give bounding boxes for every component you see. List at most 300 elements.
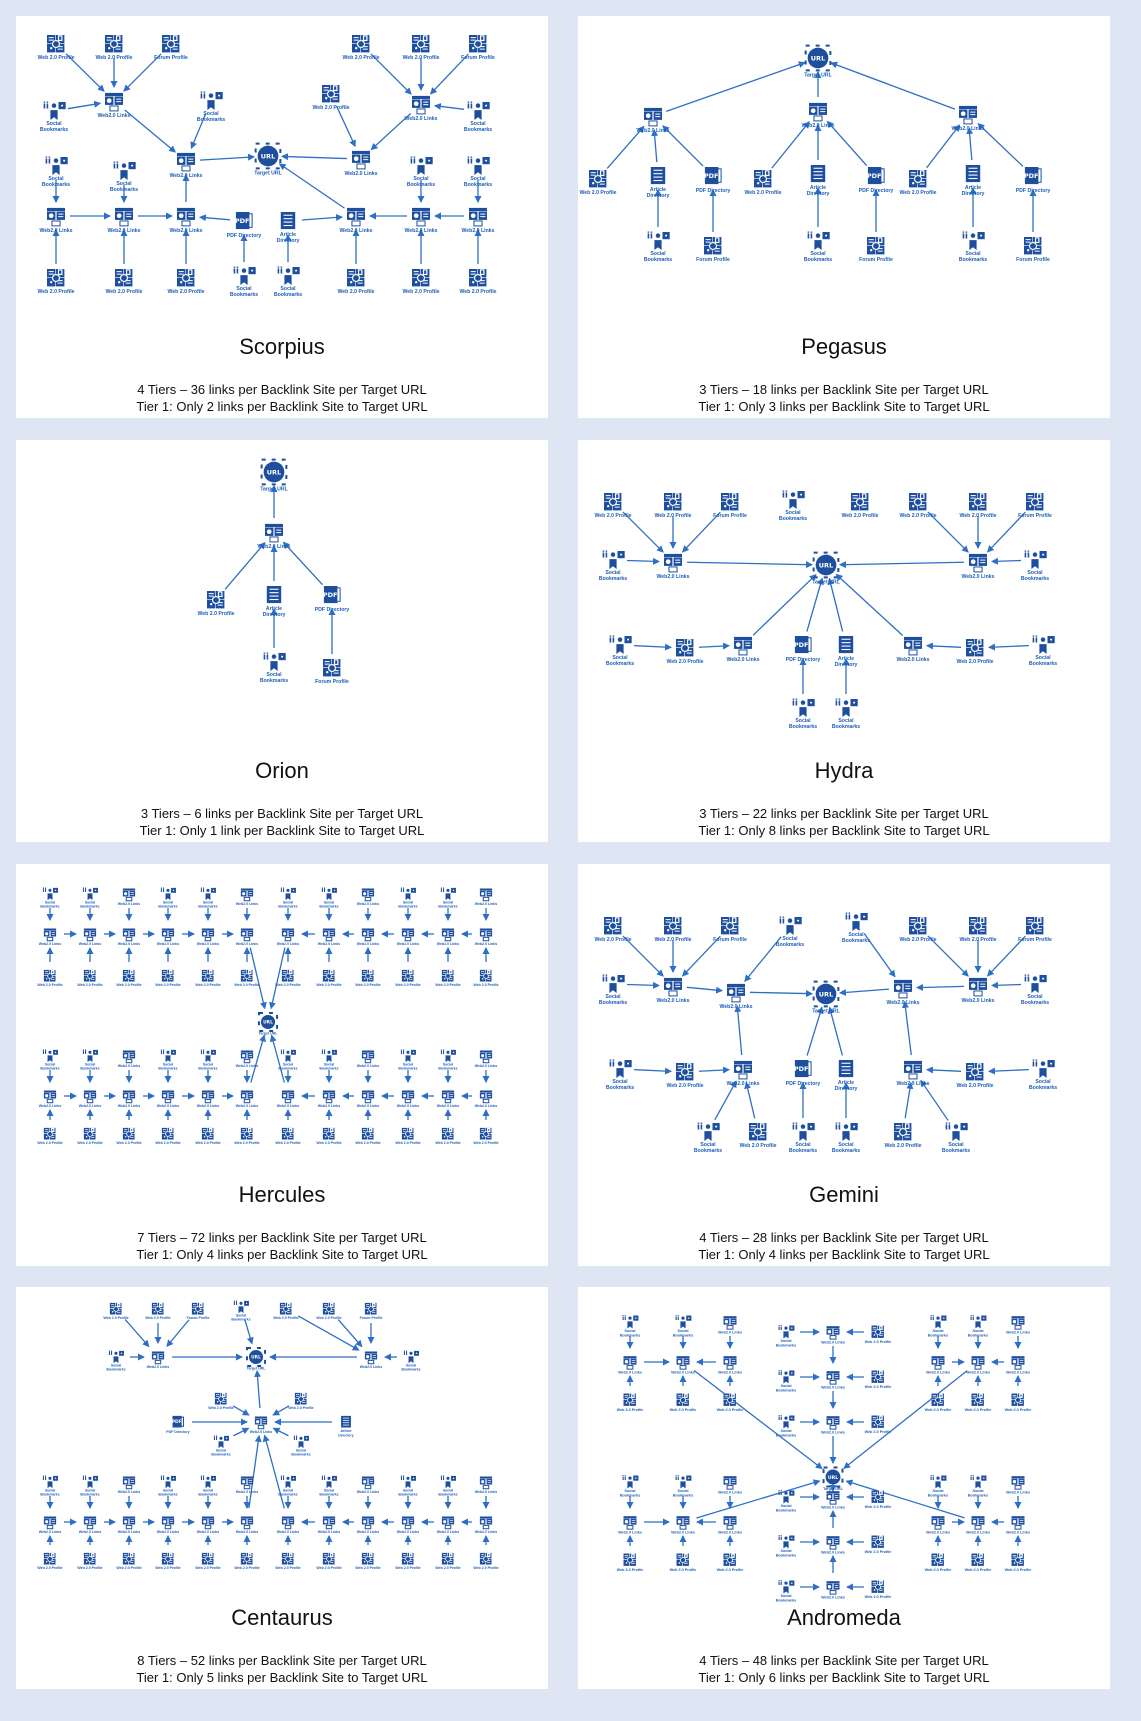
tiers-summary: 4 Tiers – 48 links per Backlink Site per Target URL — [699, 1653, 989, 1668]
web20-links-node — [1006, 1316, 1030, 1334]
web20-profile-node — [103, 1303, 128, 1320]
pattern-card-hydra — [578, 440, 1110, 842]
svg-text:ii: ii — [466, 156, 473, 167]
web20-links-node — [157, 1090, 179, 1107]
svg-text:Web 2.0 Profile: Web 2.0 Profile — [355, 1141, 381, 1146]
svg-text:Web 2.0 Profile: Web 2.0 Profile — [899, 513, 937, 519]
tiers-summary: 4 Tiers – 36 links per Backlink Site per Target URL — [137, 382, 427, 397]
svg-text:Social: Social — [162, 900, 174, 905]
svg-text:ii: ii — [42, 1049, 47, 1057]
svg-text:Web2.0 Links: Web2.0 Links — [356, 1063, 380, 1068]
svg-text:Social: Social — [266, 672, 282, 678]
svg-text:Web2.0 Links: Web2.0 Links — [926, 1530, 950, 1535]
web20-profile-node — [435, 1553, 460, 1570]
svg-text:Web 2.0 Profile: Web 2.0 Profile — [155, 1141, 181, 1146]
web20-profile-node — [670, 1554, 697, 1572]
web20-profile-node — [473, 970, 498, 987]
svg-text:Web 2.0 Profile: Web 2.0 Profile — [402, 55, 440, 61]
article-directory-node — [962, 165, 985, 197]
svg-text:ii: ii — [777, 1489, 783, 1498]
link-arrow — [234, 1428, 249, 1435]
pdf-directory-node — [786, 1060, 821, 1087]
svg-text:Bookmarks: Bookmarks — [941, 1148, 971, 1154]
svg-text:ii: ii — [1031, 635, 1038, 646]
svg-text:Web 2.0 Profile: Web 2.0 Profile — [155, 983, 181, 988]
link-arrow — [699, 646, 729, 648]
link-arrow — [836, 574, 902, 635]
web20-links-node — [357, 1516, 379, 1533]
pattern-title: Pegasus — [801, 334, 887, 359]
link-arrow — [200, 157, 254, 160]
svg-text:Web 2.0 Profile: Web 2.0 Profile — [77, 1141, 103, 1146]
svg-text:URL: URL — [263, 1020, 273, 1026]
social-bookmarks-node — [40, 101, 68, 133]
svg-text:Social: Social — [677, 1489, 689, 1494]
svg-text:Web 2.0 Profile: Web 2.0 Profile — [288, 1406, 314, 1411]
svg-text:Web2.0 Links: Web2.0 Links — [38, 1529, 62, 1534]
svg-text:Web2.0 Links: Web2.0 Links — [235, 1103, 259, 1108]
svg-text:Web2.0 Links: Web2.0 Links — [344, 171, 378, 177]
svg-text:ii: ii — [929, 1474, 935, 1483]
web20-links-node — [961, 978, 994, 1004]
svg-text:Web 2.0 Profile: Web 2.0 Profile — [473, 1566, 499, 1571]
pattern-title: Gemini — [809, 1182, 879, 1207]
svg-text:Web2.0 Links: Web2.0 Links — [107, 228, 141, 234]
svg-text:Bookmarks: Bookmarks — [229, 292, 259, 298]
social-bookmarks-node — [673, 1314, 693, 1337]
web20-links-node — [357, 888, 379, 905]
social-bookmarks-node — [398, 1475, 417, 1496]
web20-profile-node — [435, 970, 460, 987]
web20-profile-node — [288, 1393, 313, 1410]
svg-text:Social: Social — [162, 1062, 174, 1067]
web20-links-node — [671, 1516, 695, 1534]
svg-text:ii: ii — [929, 1314, 935, 1323]
svg-text:Web 2.0 Profile: Web 2.0 Profile — [964, 1407, 992, 1412]
svg-text:Bookmarks: Bookmarks — [198, 1066, 218, 1071]
web20-links-node — [236, 1050, 258, 1067]
social-bookmarks-node — [401, 1350, 420, 1371]
forum-profile-node — [713, 917, 747, 943]
web20-links-node — [1006, 1476, 1030, 1494]
social-bookmarks-node — [832, 698, 860, 730]
svg-text:URL: URL — [260, 152, 276, 161]
svg-text:ii: ii — [280, 887, 285, 895]
svg-text:Social: Social — [202, 1062, 214, 1067]
web20-profile-node — [841, 493, 878, 519]
svg-text:ii: ii — [280, 1049, 285, 1057]
tiers-summary: 7 Tiers – 72 links per Backlink Site per Target URL — [137, 1230, 427, 1245]
web20-profile-node — [234, 1553, 259, 1570]
web20-links-node — [618, 1356, 642, 1374]
svg-text:ii: ii — [293, 1435, 298, 1443]
link-arrow — [807, 1007, 822, 1055]
svg-text:Bookmarks: Bookmarks — [605, 1085, 635, 1091]
svg-text:ii: ii — [806, 231, 813, 242]
social-bookmarks-node — [789, 1122, 817, 1154]
svg-text:Web 2.0 Profile: Web 2.0 Profile — [402, 289, 440, 295]
web20-profile-node — [956, 639, 993, 665]
web20-profile-node — [355, 1128, 380, 1145]
web20-profile-node — [316, 970, 341, 987]
web20-links-node — [896, 637, 929, 663]
svg-text:Web 2.0 Profile: Web 2.0 Profile — [77, 1566, 103, 1571]
svg-text:Bookmarks: Bookmarks — [775, 1433, 797, 1438]
svg-text:Bookmarks: Bookmarks — [1028, 1085, 1058, 1091]
web20-profile-node — [116, 970, 141, 987]
svg-text:Web 2.0 Profile: Web 2.0 Profile — [103, 1316, 129, 1321]
svg-text:Web 2.0 Profile: Web 2.0 Profile — [666, 659, 704, 665]
svg-text:Directory: Directory — [806, 191, 830, 197]
svg-text:Web2.0 Links: Web2.0 Links — [821, 1430, 845, 1435]
web20-links-node — [357, 1050, 379, 1067]
svg-text:URL: URL — [818, 990, 834, 999]
svg-text:PDF Directory: PDF Directory — [858, 188, 894, 194]
svg-text:ii: ii — [844, 912, 851, 923]
svg-text:Bookmarks: Bookmarks — [927, 1333, 949, 1338]
svg-text:ii: ii — [321, 1475, 326, 1483]
svg-text:Bookmarks: Bookmarks — [788, 1148, 818, 1154]
link-arrow — [257, 1371, 260, 1408]
pattern-card-andromeda — [578, 1287, 1110, 1689]
web20-profile-node — [402, 269, 439, 295]
web20-profile-node — [744, 170, 781, 196]
link-arrow — [125, 110, 175, 152]
social-bookmarks-node — [260, 652, 288, 684]
web20-links-node — [718, 1516, 742, 1534]
social-bookmarks-node — [968, 1314, 988, 1337]
svg-text:Article: Article — [837, 1080, 855, 1086]
link-arrow — [905, 1002, 912, 1055]
svg-text:Web2.0 Links: Web2.0 Links — [436, 1529, 460, 1534]
svg-text:Bookmarks: Bookmarks — [41, 182, 71, 188]
svg-text:Article: Article — [809, 185, 827, 191]
link-arrow — [249, 1436, 259, 1508]
web20-links-node — [197, 1516, 219, 1533]
svg-text:PDF Directory: PDF Directory — [695, 188, 731, 194]
svg-text:Web 2.0 Profile: Web 2.0 Profile — [105, 289, 143, 295]
svg-text:Web 2.0 Profile: Web 2.0 Profile — [395, 1566, 421, 1571]
svg-text:Web 2.0 Profile: Web 2.0 Profile — [275, 983, 301, 988]
pattern-title: Andromeda — [787, 1605, 901, 1630]
svg-text:Web 2.0 Profile: Web 2.0 Profile — [616, 1407, 644, 1412]
svg-text:Web 2.0 Profile: Web 2.0 Profile — [195, 983, 221, 988]
svg-text:Bookmarks: Bookmarks — [958, 257, 988, 263]
svg-text:Social: Social — [677, 1329, 689, 1334]
svg-text:URL: URL — [827, 1475, 839, 1481]
svg-text:Web 2.0 Profile: Web 2.0 Profile — [716, 1407, 744, 1412]
svg-text:ii: ii — [961, 231, 968, 242]
svg-text:Web2.0 Links: Web2.0 Links — [474, 1103, 498, 1108]
svg-text:ii: ii — [400, 887, 405, 895]
web20-links-node — [318, 928, 340, 945]
web20-profile-node — [579, 170, 616, 196]
svg-text:Target URL: Target URL — [804, 72, 832, 79]
web20-links-node — [475, 1516, 497, 1533]
svg-text:ii: ii — [82, 1475, 87, 1483]
svg-text:Bookmarks: Bookmarks — [775, 1388, 797, 1393]
web20-links-node — [79, 1516, 101, 1533]
web20-profile-node — [654, 917, 691, 943]
svg-text:Social: Social — [405, 1363, 417, 1368]
link-arrow — [666, 63, 805, 112]
svg-text:Social: Social — [1027, 570, 1043, 576]
social-bookmarks-node — [928, 1474, 948, 1497]
svg-text:Bookmarks: Bookmarks — [775, 1598, 797, 1603]
svg-text:Web2.0 Links: Web2.0 Links — [396, 1529, 420, 1534]
web20-links-node — [726, 637, 759, 663]
pattern-title: Hydra — [814, 758, 874, 783]
svg-text:Article: Article — [964, 185, 982, 191]
svg-text:Web 2.0 Profile: Web 2.0 Profile — [739, 1143, 777, 1149]
svg-text:PDF: PDF — [234, 216, 250, 225]
web20-profile-node — [316, 1553, 341, 1570]
svg-text:Web2.0 Links: Web2.0 Links — [821, 1595, 845, 1600]
svg-text:Target URL: Target URL — [823, 1487, 843, 1492]
svg-text:Social: Social — [1035, 655, 1051, 661]
link-arrow — [125, 1320, 149, 1347]
social-bookmarks-node — [106, 1350, 125, 1371]
svg-text:Forum Profile: Forum Profile — [154, 55, 188, 61]
svg-text:Forum Profile: Forum Profile — [859, 257, 893, 263]
svg-text:Web 2.0 Profile: Web 2.0 Profile — [37, 1141, 63, 1146]
article-directory-node — [647, 167, 670, 199]
web20-profile-node — [197, 591, 234, 617]
svg-text:PDF: PDF — [703, 171, 719, 180]
social-bookmarks-node — [928, 1314, 948, 1337]
link-arrow — [917, 986, 964, 987]
svg-text:Web2.0 Links: Web2.0 Links — [97, 113, 131, 119]
web20-links-node — [277, 1516, 299, 1533]
web20-profile-node — [435, 1128, 460, 1145]
svg-text:Web 2.0 Profile: Web 2.0 Profile — [864, 1384, 892, 1389]
svg-text:Web2.0 Links: Web2.0 Links — [356, 941, 380, 946]
social-bookmarks-node — [832, 1122, 860, 1154]
social-bookmarks-node — [278, 1049, 297, 1070]
svg-text:Web 2.0 Profile: Web 2.0 Profile — [924, 1407, 952, 1412]
social-bookmarks-node — [278, 1475, 297, 1496]
svg-text:Web 2.0 Profile: Web 2.0 Profile — [316, 1141, 342, 1146]
pattern-title: Centaurus — [231, 1605, 333, 1630]
svg-text:Forum Profile: Forum Profile — [1016, 257, 1050, 263]
svg-text:ii: ii — [777, 1324, 783, 1333]
web20-profile-node — [155, 1128, 180, 1145]
svg-text:Web2.0 Links: Web2.0 Links — [636, 128, 670, 134]
social-bookmarks-node — [80, 1049, 99, 1070]
svg-text:Bookmarks: Bookmarks — [775, 942, 805, 948]
svg-text:Web2.0 Links: Web2.0 Links — [886, 1000, 920, 1006]
link-arrow — [68, 103, 100, 108]
web20-links-node — [397, 1090, 419, 1107]
target-url-node — [812, 982, 840, 1015]
svg-text:Web2.0 Links: Web2.0 Links — [38, 1103, 62, 1108]
svg-text:Web2.0 Links: Web2.0 Links — [396, 1103, 420, 1108]
web20-profile-node — [342, 35, 379, 61]
social-bookmarks-node — [776, 1534, 796, 1557]
tier1-summary: Tier 1: Only 1 link per Backlink Site to Target URL — [139, 823, 425, 838]
svg-text:Web 2.0 Profile: Web 2.0 Profile — [864, 1549, 892, 1554]
social-bookmarks-node — [197, 91, 225, 123]
svg-text:Web 2.0 Profile: Web 2.0 Profile — [616, 1567, 644, 1572]
social-bookmarks-node — [291, 1435, 310, 1456]
svg-text:ii: ii — [969, 1474, 975, 1483]
svg-text:PDF Directory: PDF Directory — [166, 1429, 190, 1434]
svg-text:Social: Social — [162, 1488, 174, 1493]
svg-text:Social: Social — [235, 1313, 247, 1318]
svg-text:ii: ii — [791, 698, 798, 709]
svg-text:Web2.0 Links: Web2.0 Links — [801, 123, 835, 129]
svg-text:Web2.0 Links: Web2.0 Links — [396, 941, 420, 946]
svg-text:Bookmarks: Bookmarks — [401, 1367, 421, 1372]
svg-text:Forum Profile: Forum Profile — [696, 257, 730, 263]
svg-text:Web2.0 Links: Web2.0 Links — [656, 574, 690, 580]
web20-profile-node — [717, 1554, 744, 1572]
svg-text:Web 2.0 Profile: Web 2.0 Profile — [275, 1141, 301, 1146]
web20-profile-node — [145, 1303, 170, 1320]
pattern-title: Scorpius — [239, 334, 325, 359]
link-arrow — [840, 562, 964, 564]
svg-text:Web 2.0 Profile: Web 2.0 Profile — [669, 1567, 697, 1572]
svg-text:Web2.0 Links: Web2.0 Links — [961, 574, 995, 580]
svg-text:Social: Social — [215, 1448, 227, 1453]
link-arrow — [200, 217, 230, 220]
web20-profile-node — [77, 1553, 102, 1570]
svg-text:Bookmarks: Bookmarks — [398, 1492, 418, 1497]
svg-text:Bookmarks: Bookmarks — [693, 1148, 723, 1154]
web20-links-node — [636, 108, 669, 134]
forum-profile-node — [360, 1303, 383, 1320]
svg-text:ii: ii — [696, 1122, 703, 1133]
pdf-directory-node — [859, 167, 894, 194]
social-bookmarks-node — [1021, 974, 1049, 1006]
svg-text:Web 2.0 Profile: Web 2.0 Profile — [316, 983, 342, 988]
svg-text:Bookmarks: Bookmarks — [406, 182, 436, 188]
svg-text:Bookmarks: Bookmarks — [927, 1493, 949, 1498]
svg-text:Web 2.0 Profile: Web 2.0 Profile — [924, 1567, 952, 1572]
svg-text:Web2.0 Links: Web2.0 Links — [156, 1529, 180, 1534]
pattern-title: Hercules — [238, 1182, 326, 1207]
web20-links-node — [277, 928, 299, 945]
svg-text:URL: URL — [810, 54, 826, 63]
svg-text:Web2.0 Links: Web2.0 Links — [474, 941, 498, 946]
web20-profile-node — [865, 1581, 892, 1599]
web20-profile-node — [275, 1128, 300, 1145]
web20-profile-node — [459, 269, 496, 295]
svg-text:Social: Social — [470, 121, 486, 127]
svg-text:Social: Social — [780, 1504, 792, 1509]
svg-text:Social: Social — [110, 1363, 122, 1368]
web20-profile-node — [666, 639, 703, 665]
web20-profile-node — [473, 1128, 498, 1145]
svg-text:Web2.0 Links: Web2.0 Links — [235, 1063, 259, 1068]
svg-text:Bookmarks: Bookmarks — [438, 1066, 458, 1071]
web20-profile-node — [77, 1128, 102, 1145]
web20-links-node — [79, 928, 101, 945]
svg-text:Social: Social — [624, 1329, 636, 1334]
social-bookmarks-node — [599, 550, 627, 582]
social-bookmarks-node — [464, 101, 492, 133]
svg-text:Web2.0 Links: Web2.0 Links — [117, 1103, 141, 1108]
svg-text:Web 2.0 Profile: Web 2.0 Profile — [666, 1083, 704, 1089]
svg-text:Bookmarks: Bookmarks — [196, 117, 226, 123]
svg-text:Social: Social — [810, 251, 826, 257]
svg-text:Social: Social — [1027, 994, 1043, 1000]
web20-links-node — [236, 1516, 258, 1533]
svg-text:Social: Social — [1035, 1079, 1051, 1085]
target-url-node — [254, 144, 282, 177]
svg-text:Web2.0 Links: Web2.0 Links — [196, 1529, 220, 1534]
svg-text:ii: ii — [82, 887, 87, 895]
svg-text:Bookmarks: Bookmarks — [1028, 661, 1058, 667]
svg-text:Social: Social — [650, 251, 666, 257]
svg-text:Bookmarks: Bookmarks — [598, 1000, 628, 1006]
svg-text:Web 2.0 Profile: Web 2.0 Profile — [167, 289, 205, 295]
link-arrow — [737, 1006, 741, 1055]
forum-profile-node — [1016, 237, 1050, 263]
web20-links-node — [475, 1476, 497, 1493]
svg-text:Web 2.0 Profile: Web 2.0 Profile — [435, 983, 461, 988]
web20-links-node — [404, 96, 437, 122]
svg-text:Web 2.0 Profile: Web 2.0 Profile — [473, 983, 499, 988]
svg-text:Forum Profile: Forum Profile — [713, 937, 747, 943]
svg-text:Social: Social — [795, 1142, 811, 1148]
web20-links-node — [197, 928, 219, 945]
svg-text:ii: ii — [108, 1350, 113, 1358]
svg-text:Web2.0 Links: Web2.0 Links — [249, 1429, 273, 1434]
svg-text:PDF Directory: PDF Directory — [226, 233, 262, 239]
svg-text:Web 2.0 Profile: Web 2.0 Profile — [956, 1083, 994, 1089]
web20-links-node — [718, 1476, 742, 1494]
svg-text:ii: ii — [403, 1350, 408, 1358]
svg-text:Web2.0 Links: Web2.0 Links — [196, 941, 220, 946]
social-bookmarks-node — [274, 266, 302, 298]
social-bookmarks-node — [110, 161, 138, 193]
web20-links-node — [1006, 1356, 1030, 1374]
svg-text:Bookmarks: Bookmarks — [788, 724, 818, 730]
svg-text:Bookmarks: Bookmarks — [80, 1066, 100, 1071]
svg-text:Web 2.0 Profile: Web 2.0 Profile — [579, 190, 617, 196]
link-arrow — [435, 106, 464, 110]
link-arrow — [753, 575, 816, 636]
svg-text:Social: Social — [700, 1142, 716, 1148]
svg-text:Social: Social — [236, 286, 252, 292]
article-directory-node — [835, 636, 858, 668]
web20-profile-node — [105, 269, 142, 295]
web20-links-node — [357, 1090, 379, 1107]
social-bookmarks-node — [319, 1049, 338, 1070]
svg-text:Social: Social — [323, 900, 335, 905]
svg-text:Web 2.0 Profile: Web 2.0 Profile — [864, 1339, 892, 1344]
pattern-description — [578, 1652, 1110, 1686]
svg-text:ii: ii — [646, 231, 653, 242]
svg-text:ii: ii — [82, 1049, 87, 1057]
svg-text:Web 2.0 Profile: Web 2.0 Profile — [342, 55, 380, 61]
web20-profile-node — [195, 1553, 220, 1570]
svg-text:Directory: Directory — [262, 612, 286, 618]
svg-text:Web 2.0 Profile: Web 2.0 Profile — [1004, 1407, 1032, 1412]
svg-text:Web2.0 Links: Web2.0 Links — [404, 228, 438, 234]
web20-links-node — [118, 928, 140, 945]
web20-profile-node — [116, 1128, 141, 1145]
target-url-node — [259, 1013, 279, 1036]
svg-text:Web2.0 Links: Web2.0 Links — [235, 901, 259, 906]
social-bookmarks-node — [694, 1122, 722, 1154]
svg-text:Article: Article — [837, 656, 855, 662]
svg-text:Web2.0 Links: Web2.0 Links — [117, 1489, 141, 1494]
svg-text:Social: Social — [972, 1329, 984, 1334]
link-arrow — [272, 1036, 285, 1083]
svg-text:Web 2.0 Profile: Web 2.0 Profile — [959, 937, 997, 943]
